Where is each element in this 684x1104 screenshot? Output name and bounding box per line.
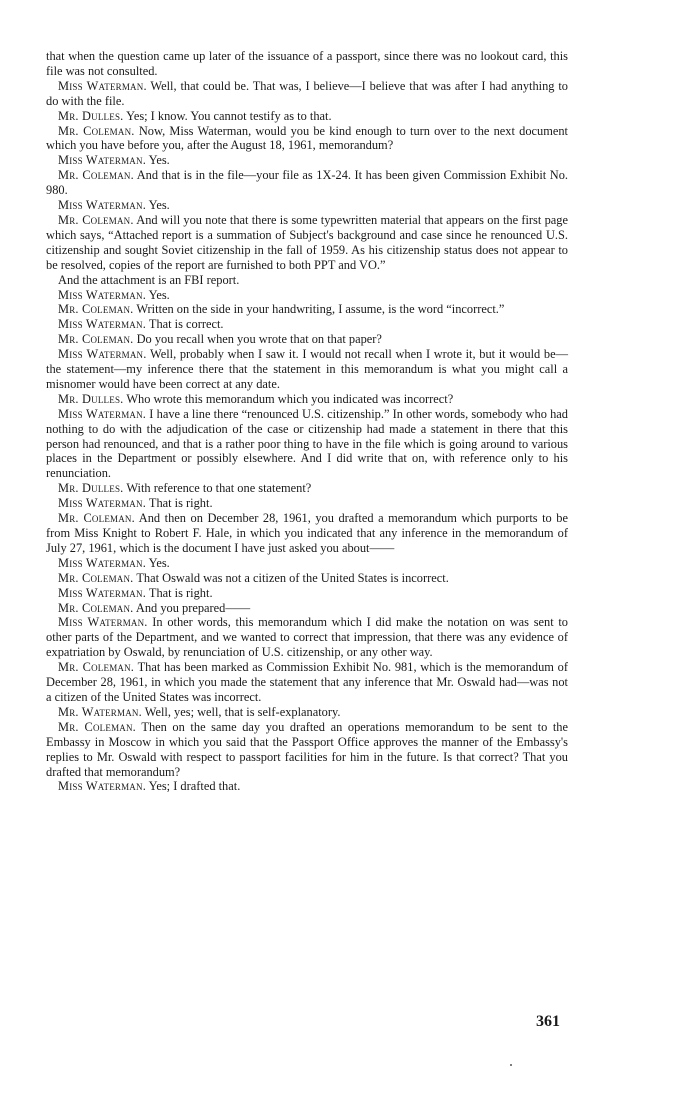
transcript-paragraph	[46, 79, 568, 109]
paragraph-text: And then on December 28, 1961, you drafted a memorandum which purports to be from Miss Knight to Robert F. Hale, in which you indicated that any inference in the memorandum of July 27, 1961, which is the document I have just asked you about——	[46, 511, 568, 555]
speaker-name: Miss Waterman.	[58, 347, 147, 362]
speaker-name: Mr. Coleman.	[58, 600, 134, 615]
speaker-name: Miss Waterman.	[58, 615, 148, 630]
speaker-name: Miss Waterman.	[58, 779, 146, 794]
transcript-paragraph	[46, 720, 568, 780]
transcript-paragraph	[46, 556, 568, 571]
paragraph-text: Yes.	[148, 198, 170, 213]
speaker-name: Mr. Coleman.	[58, 123, 135, 138]
paragraph-text: Well, yes; well, that is self-explanatory.	[144, 704, 341, 719]
paragraph-text: That Oswald was not a citizen of the United States is incorrect.	[136, 570, 449, 585]
speaker-name: Mr. Coleman.	[58, 302, 134, 317]
paragraph-text: Now, Miss Waterman, would you be kind enough to turn over to the next document which you have before you, after the August 18, 1961, memorandum?	[46, 123, 568, 153]
paragraph-text: Well, probably when I saw it. I would not recall when I wrote it, but it would be—the statement—my inference there that the statement in this memorandum is what you might call a misnomer would have been correct at any date.	[46, 347, 568, 391]
paragraph-text: And that is in the file—your file as 1X-24. It has been given Commission Exhibit No. 980.	[46, 168, 568, 198]
paragraph-text: Yes; I drafted that.	[148, 779, 241, 794]
transcript-paragraph	[46, 407, 568, 482]
transcript-paragraph	[46, 302, 568, 317]
transcript-paragraph	[46, 615, 568, 660]
paragraph-text: That has been marked as Commission Exhibit No. 981, which is the memorandum of December 28, 1961, in which you made the statement that any inference that Mr. Oswald had—was not a citizen of the United States was incorrect.	[46, 660, 568, 704]
speaker-name: Miss Waterman.	[58, 555, 146, 570]
transcript-body	[46, 49, 568, 794]
transcript-paragraph	[46, 586, 568, 601]
paragraph-text: In other words, this memorandum which I did make the notation on was sent to other parts of the Department, and we wanted to correct that impression, that there was any evidence of expatriation by Oswald, by renunciation of U.S. citizenship, or any other way.	[46, 615, 568, 660]
transcript-paragraph	[46, 332, 568, 347]
paragraph-text: I have a line there “renounced U.S. citizenship.” In other words, somebody who had nothing to do with the adjudication of the case or citizenship had made a statement in there that this person had renounced, and that is a rather poor thing to have in the file which is going around to various places in the Department or possibly elsewhere. And I did write that on, with reference only to his renunciation.	[46, 406, 568, 481]
transcript-paragraph	[46, 779, 568, 794]
transcript-paragraph	[46, 49, 568, 79]
paragraph-text: With reference to that one statement?	[126, 481, 312, 496]
paragraph-text: That is right.	[148, 496, 213, 511]
transcript-paragraph	[46, 601, 568, 616]
page-number: 361	[536, 1013, 560, 1030]
speaker-name: Mr. Dulles.	[58, 481, 124, 496]
speaker-name: Miss Waterman.	[58, 78, 147, 93]
speaker-name: Miss Waterman.	[58, 496, 146, 511]
transcript-paragraph	[46, 213, 568, 273]
speaker-name: Mr. Coleman.	[58, 511, 135, 526]
transcript-paragraph	[46, 153, 568, 168]
scan-speck	[510, 1064, 512, 1066]
paragraph-text: Then on the same day you drafted an operations memorandum to be sent to the Embassy in Moscow in which you said that the Passport Office approves the manner of the Embassy's replies to Mr. Oswald with respect to passport facilities for him in the future. Is that correct? That you drafted that memorandum?	[46, 719, 568, 779]
speaker-name: Miss Waterman.	[58, 287, 146, 302]
paragraph-text: Yes.	[148, 555, 170, 570]
transcript-paragraph	[46, 288, 568, 303]
speaker-name: Mr. Coleman.	[58, 212, 134, 227]
transcript-paragraph	[46, 705, 568, 720]
paragraph-text: That is correct.	[148, 317, 224, 332]
speaker-name: Mr. Coleman.	[58, 168, 134, 183]
transcript-paragraph	[46, 109, 568, 124]
transcript-paragraph	[46, 317, 568, 332]
paragraph-text: Yes.	[148, 153, 170, 168]
paragraph-text: Who wrote this memorandum which you indicated was incorrect?	[126, 391, 454, 406]
transcript-paragraph	[46, 273, 568, 288]
paragraph-text: that when the question came up later of the issuance of a passport, since there was no lookout card, this file was not consulted.	[46, 49, 568, 78]
paragraph-text: And the attachment is an FBI report.	[58, 272, 240, 287]
transcript-paragraph	[46, 392, 568, 407]
paragraph-text: Written on the side in your handwriting, I assume, is the word “incorrect.”	[136, 302, 505, 317]
transcript-paragraph	[46, 481, 568, 496]
transcript-paragraph	[46, 660, 568, 705]
transcript-paragraph	[46, 347, 568, 392]
paragraph-text: Well, that could be. That was, I believe—I believe that was after I had anything to do with the file.	[46, 78, 568, 108]
paragraph-text: Yes.	[148, 287, 170, 302]
transcript-paragraph	[46, 496, 568, 511]
speaker-name: Mr. Coleman.	[58, 660, 135, 675]
speaker-name: Mr. Coleman.	[58, 719, 136, 734]
transcript-paragraph	[46, 124, 568, 154]
transcript-paragraph	[46, 571, 568, 586]
paragraph-text: And you prepared——	[135, 600, 251, 615]
transcript-paragraph	[46, 198, 568, 213]
speaker-name: Mr. Dulles.	[58, 391, 124, 406]
speaker-name: Mr. Waterman.	[58, 704, 142, 719]
paragraph-text: Yes; I know. You cannot testify as to that.	[126, 108, 332, 123]
speaker-name: Mr. Dulles.	[58, 108, 124, 123]
paragraph-text: That is right.	[148, 585, 213, 600]
speaker-name: Miss Waterman.	[58, 585, 146, 600]
speaker-name: Mr. Coleman.	[58, 570, 134, 585]
paragraph-text: Do you recall when you wrote that on that paper?	[136, 332, 382, 347]
speaker-name: Miss Waterman.	[58, 153, 146, 168]
speaker-name: Miss Waterman.	[58, 198, 146, 213]
speaker-name: Mr. Coleman.	[58, 332, 134, 347]
paragraph-text: And will you note that there is some typewritten material that appears on the first page which says, “Attached report is a summation of Subject's background and case since he renounced U.S. citizenship and sought Soviet citizenship in the fall of 1959. As his citizenship status does not appear to be resolved, copies of the report are furnished to both PPT and VO.”	[46, 212, 568, 272]
speaker-name: Miss Waterman.	[58, 406, 147, 421]
transcript-paragraph	[46, 511, 568, 556]
speaker-name: Miss Waterman.	[58, 317, 146, 332]
transcript-paragraph	[46, 168, 568, 198]
